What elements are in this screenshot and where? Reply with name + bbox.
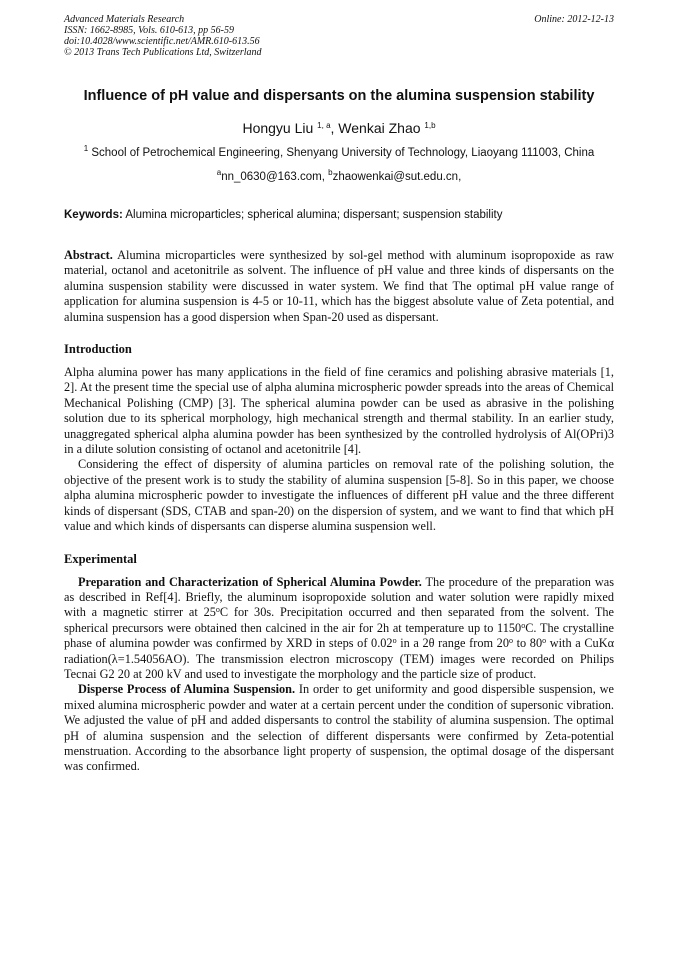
degree-mark: o bbox=[521, 620, 526, 630]
journal-header bbox=[64, 14, 614, 58]
email-a[interactable]: nn_0630@163.com bbox=[221, 171, 322, 183]
exp-p1-text-5: to 80 bbox=[512, 636, 543, 651]
author-separator: , bbox=[330, 120, 339, 136]
introduction-body bbox=[64, 365, 614, 534]
degree-mark: o bbox=[392, 636, 397, 646]
author-line bbox=[64, 119, 614, 137]
email-separator: , bbox=[321, 171, 329, 183]
degree-mark: o bbox=[508, 636, 513, 646]
author-1-affil: 1, a bbox=[317, 121, 331, 130]
email-b[interactable]: zhaowenkai@sut.edu.cn, bbox=[332, 171, 462, 183]
introduction-heading: Introduction bbox=[64, 342, 132, 357]
journal-name: Advanced Materials Research bbox=[64, 14, 185, 25]
author-1: Hongyu Liu bbox=[242, 120, 314, 136]
exp-p1-text-1: The procedure of the preparation was as described in Ref[4]. Briefly, the aluminum isopropoxide solution and water solution were rapidly mixed with a magnetic stirrer at 25 bbox=[64, 574, 614, 620]
email-a-marker: a bbox=[216, 168, 222, 177]
exp-p1-text-4: in a 2θ range from 20 bbox=[396, 636, 509, 651]
affiliation-text: School of Petrochemical Engineering, Shenyang University of Technology, Liaoyang 111003, China bbox=[91, 147, 595, 159]
subsection-1-title: Preparation and Characterization of Spherical Alumina Powder. bbox=[78, 574, 422, 589]
degree-mark: o bbox=[542, 636, 547, 646]
email-line bbox=[64, 170, 614, 184]
exp-p2-text: In order to get uniformity and good dispersible suspension, we mixed alumina microspheric powder and water at a certain percent under the condition of supersonic vibration. We adjusted the value of pH and added dispersants to control the stability of alumina suspension. The optimal pH of alumina suspension and the selection of different dispersants were confirmed by Zeta-potential menstruation. According to the absorbance light property of suspension, the optimal dosage of the dispersant was confirmed. bbox=[64, 682, 614, 774]
paper-title: Influence of pH value and dispersants on the alumina suspension stability bbox=[83, 88, 595, 104]
affiliation-marker: 1 bbox=[83, 144, 89, 153]
experimental-body bbox=[64, 575, 614, 775]
abstract-label: Abstract. bbox=[64, 248, 113, 262]
keywords-text: Alumina microparticles; spherical alumina; dispersant; suspension stability bbox=[125, 209, 503, 221]
affiliation bbox=[64, 145, 614, 161]
experimental-heading: Experimental bbox=[64, 551, 137, 566]
subsection-2-title: Disperse Process of Alumina Suspension. bbox=[78, 682, 296, 697]
introduction-paragraph-1: Alpha alumina power has many applications in the field of fine ceramics and polishing abrasive materials [1, 2]. At the present time the special use of alpha alumina microspheric powder spreads into the areas of Chemical Mechanical Polishing (CMP) [3]. The spherical alumina powder can be used as abrasive in the polishing solution due to its spherical morphology, high mechanical strength and thermal stability. In an earlier study, unaggregated spherical alpha alumina powder has been synthesized by the controlled hydrolysis of Al(OPri)3 in a dilute solution consisting of octanol and acetonitrile [4]. bbox=[64, 365, 614, 457]
keywords bbox=[64, 208, 614, 222]
introduction-paragraph-2: Considering the effect of dispersity of alumina particles on removal rate of the polishing solution, the objective of the present work is to study the stability of alumina suspension [5-8]. So in this paper, we choose alpha alumina microspheric powder to investigate the influences of different pH value and the three different kinds of dispersant (SDS, CTAB and span-20) on the dispersion of system, and we want to find that which pH value and which kinds of dispersants can disperse alumina suspension well. bbox=[64, 457, 614, 534]
degree-mark: o bbox=[215, 605, 220, 615]
abstract bbox=[64, 248, 614, 325]
experimental-paragraph-2 bbox=[64, 682, 614, 774]
keywords-label: Keywords: bbox=[64, 209, 123, 221]
online-date: Online: 2012-12-13 bbox=[534, 14, 614, 25]
exp-p1-text-6: with a CuKα radiation(λ=1.54056AO). The transmission electron microscopy (TEM) images were recorded on Philips Tecnai G2 20 at 200 kV and used to investigate the morphology and the particle size of product. bbox=[64, 636, 615, 681]
exp-p1-text-3: C. The crystalline phase of alumina powder was confirmed by XRD in steps of 0.02 bbox=[64, 620, 614, 651]
issn-line: ISSN: 1662-8985, Vols. 610-613, pp 56-59 bbox=[64, 25, 234, 36]
author-2: Wenkai Zhao bbox=[338, 120, 421, 136]
abstract-text: Alumina microparticles were synthesized by sol-gel method with aluminum isopropoxide as raw material, octanol and acetonitrile as solvent. The influence of pH value and three kinds of dispersants on the alumina suspension stability were discussed in water system. We find that The optimal pH value range of application for alumina suspension is 4-5 or 10-11, which has the biggest absolute value of Zeta potential, and alumina suspension has a good dispersion when Span-20 used as dispersant. bbox=[64, 248, 614, 324]
doi-line: doi:10.4028/www.scientific.net/AMR.610-613.56 bbox=[64, 36, 260, 47]
experimental-paragraph-1 bbox=[64, 575, 614, 683]
email-b-marker: b bbox=[328, 168, 333, 177]
exp-p1-text-2: C for 30s. Precipitation occurred and then separated from the solvent. The spherical precursors were obtained then calcined in the air for 2h at temperature up to 1150 bbox=[64, 605, 614, 635]
copyright-line: © 2013 Trans Tech Publications Ltd, Switzerland bbox=[64, 47, 262, 58]
author-2-affil: 1,b bbox=[424, 121, 436, 130]
paper-page bbox=[64, 14, 614, 775]
